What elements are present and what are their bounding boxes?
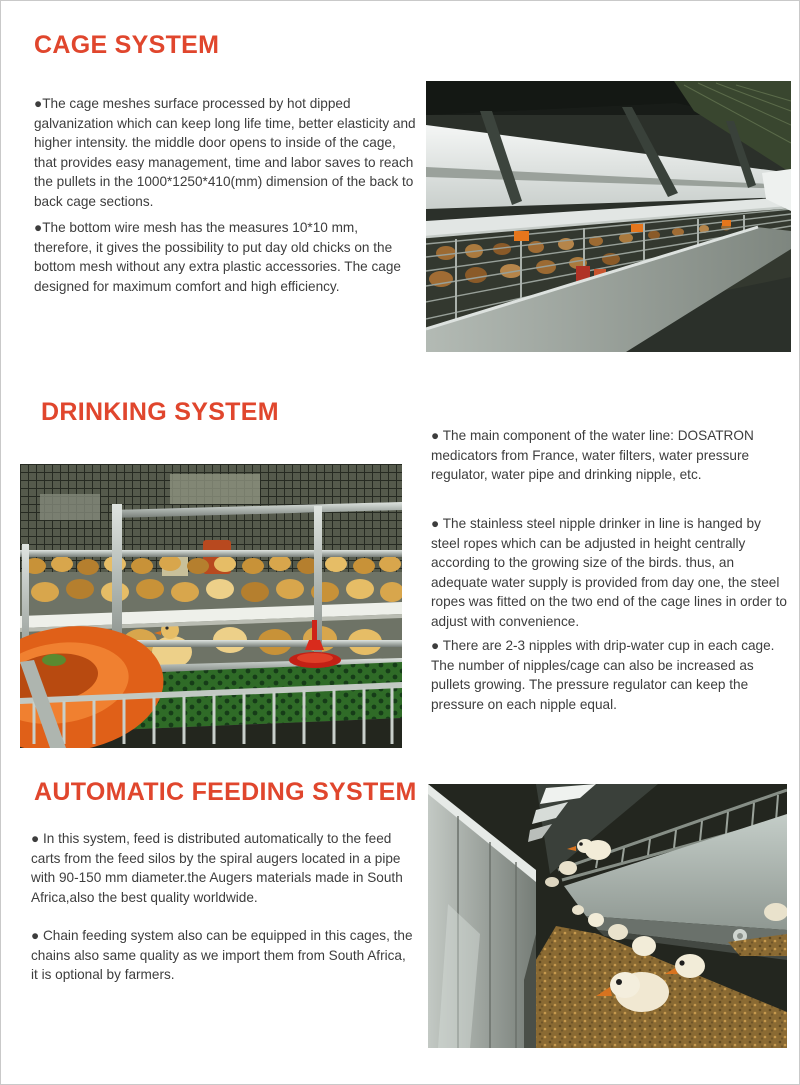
feeding-system-paragraph-1: ● In this system, feed is distributed automatically to the feed carts from the feed silos by the spiral augers located in a pipe with 90-150 mm diameter.the Augers materials made in South Africa,also the best quality worldwide. <box>31 831 403 905</box>
feeding-system-paragraph-2: ● Chain feeding system also can be equipped in this cages, the chains also same quality as we import them from South Africa, it is optional by farmers. <box>31 928 413 982</box>
section-title-drinking-system: DRINKING SYSTEM <box>41 398 279 426</box>
drinking-system-paragraph-3: ● There are 2-3 nipples with drip-water cup in each cage. The number of nipples/cage can also be increased as pullets growing. The pressure regulator can keep the pressure on each nipple equal. <box>431 638 775 712</box>
cage-system-paragraph-2: ●The bottom wire mesh has the measures 10*10 mm, therefore, it gives the possibility to put day old chicks on the bottom mesh without any extra plastic accessories. The cage designed for maximum comfort and high efficiency. <box>34 220 401 294</box>
chicks-cage-photo-art <box>20 464 402 748</box>
cage-house-photo-art <box>426 81 791 352</box>
section-title-automatic-feeding-system: AUTOMATIC FEEDING SYSTEM <box>34 778 417 806</box>
cage-system-paragraph-1: ●The cage meshes surface processed by hot dipped galvanization which can keep long life time, better elasticity and higher intensity. the middle door opens to inside of the cage, that provides easy management, time and labor saves to reach the pullets in the 1000*1250*410(mm) dimension of the back to back cage sections. <box>34 96 416 209</box>
feeding-photo-art <box>428 784 787 1048</box>
drinking-system-paragraph-2: ● The stainless steel nipple drinker in line is hanged by steel ropes which can be adjusted in height centrally according to the growing size of the birds. thus, an adequate water supply is provided from day one, the steel ropes was fitted on the two end of the cage lines in order to adjust with convenience. <box>431 516 787 629</box>
drinking-system-paragraph-1: ● The main component of the water line: DOSATRON medicators from France, water filters, water pressure regulator, water pipe and drinking nipple, etc. <box>431 428 754 482</box>
cage-house-interior-photo <box>426 81 791 352</box>
chicks-in-cage-drinking-photo <box>20 464 402 748</box>
section-title-cage-system: CAGE SYSTEM <box>34 31 220 59</box>
chicks-feeding-trough-photo <box>428 784 787 1048</box>
